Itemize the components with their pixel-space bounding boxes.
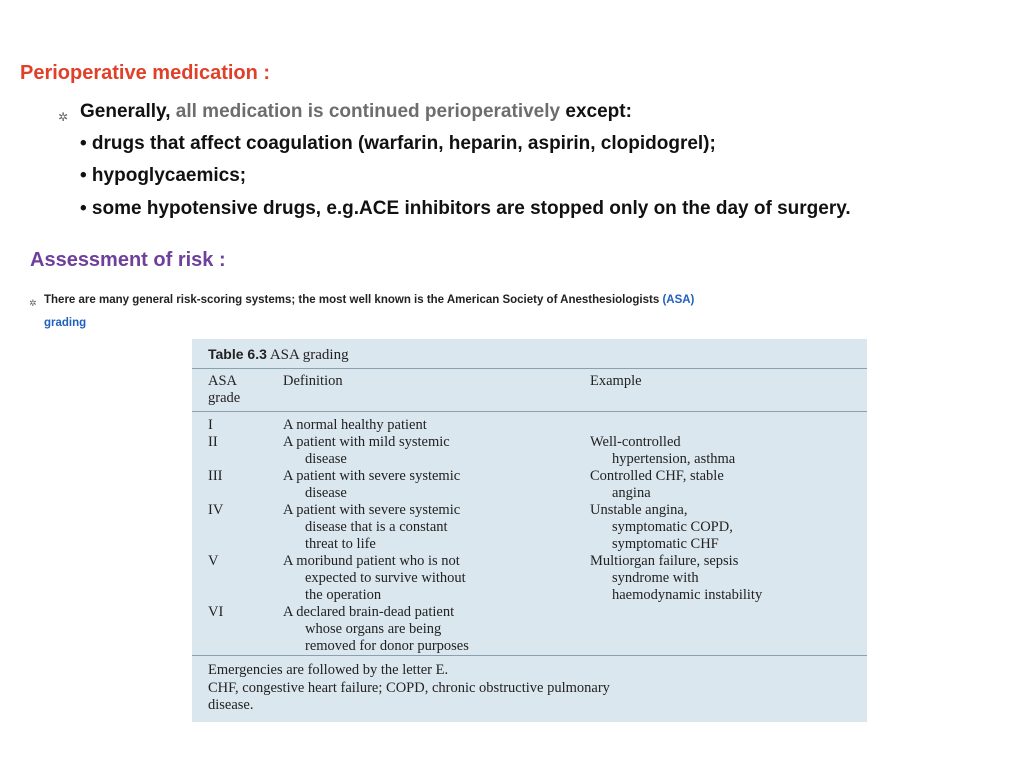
definition-line: A patient with severe systemic [283, 502, 461, 518]
definition-line: A declared brain-dead patient [283, 604, 455, 620]
bullet-icon: ✲ [29, 298, 37, 308]
header-grade [208, 373, 240, 407]
definition-line: the operation [305, 587, 382, 603]
continued-text: all medication is continued perioperatively [175, 101, 561, 122]
table-footnote-abbrev: CHF, congestive heart failure; COPD, chronic obstructive pulmonary [208, 680, 610, 696]
example-line: hypertension, asthma [612, 451, 736, 467]
table-row-grade: II [208, 434, 218, 450]
example-line: Multiorgan failure, sepsis [590, 553, 739, 569]
table-row-definition [283, 417, 427, 434]
header-example: Example [590, 373, 642, 389]
definition-line: disease [305, 485, 347, 501]
table-row-example [590, 553, 762, 604]
example-line: symptomatic CHF [612, 536, 719, 552]
risk-paragraph [44, 294, 694, 306]
table-title: ASA grading [269, 347, 349, 363]
table-rule [192, 655, 867, 656]
table-footnote-abbrev-cont: disease. [208, 697, 254, 713]
grading-text: grading [44, 317, 87, 329]
table-row-example [590, 434, 735, 468]
table-row-grade: V [208, 553, 219, 569]
table-row-definition [283, 468, 460, 502]
definition-line: disease that is a constant [305, 519, 448, 535]
definition-line: disease [305, 451, 347, 467]
table-row-grade: IV [208, 502, 224, 518]
section-title-risk: Assessment of risk : [30, 249, 226, 271]
header-definition: Definition [283, 373, 343, 389]
definition-line: expected to survive without [305, 570, 466, 586]
except-text: except: [565, 101, 632, 122]
definition-line: whose organs are being [305, 621, 442, 637]
definition-line: A patient with mild systemic [283, 434, 450, 450]
definition-line: removed for donor purposes [305, 638, 469, 654]
example-line: Unstable angina, [590, 502, 688, 518]
example-line: Controlled CHF, stable [590, 468, 724, 484]
header-grade-line2: grade [208, 390, 241, 406]
table-row-grade: I [208, 417, 213, 433]
example-line: syndrome with [612, 570, 699, 586]
definition-line: threat to life [305, 536, 376, 552]
generally-line [80, 101, 632, 123]
example-line: haemodynamic instability [612, 587, 763, 603]
risk-text: There are many general risk-scoring systems; the most well known is the American Society of Anesthesiologists [44, 294, 660, 306]
example-line: symptomatic COPD, [612, 519, 733, 535]
definition-line: A moribund patient who is not [283, 553, 460, 569]
table-caption [208, 346, 349, 364]
table-footnote-emergency: Emergencies are followed by the letter E. [208, 662, 449, 678]
asa-text: (ASA) [662, 294, 695, 306]
table-row-definition [283, 604, 469, 655]
table-rule [192, 411, 867, 412]
generally-text: Generally, [80, 101, 171, 122]
table-row-example [590, 468, 724, 502]
exception-item-hypotensive: • some hypotensive drugs, e.g.ACE inhibitors are stopped only on the day of surgery. [80, 198, 851, 219]
table-row-definition [283, 502, 460, 553]
table-rule [192, 368, 867, 369]
section-title-perioperative: Perioperative medication : [20, 62, 271, 84]
table-row-example [590, 502, 733, 553]
table-row-grade: III [208, 468, 223, 484]
definition-line: A normal healthy patient [283, 417, 427, 433]
exception-item-hypoglycaemics: • hypoglycaemics; [80, 165, 247, 186]
example-line: angina [612, 485, 651, 501]
asa-grading-table [192, 339, 867, 722]
bullet-icon: ✲ [58, 110, 69, 124]
table-number: Table 6.3 [208, 346, 267, 362]
definition-line: A patient with severe systemic [283, 468, 461, 484]
table-row-grade: VI [208, 604, 224, 620]
exception-item-coagulation: • drugs that affect coagulation (warfarin, heparin, aspirin, clopidogrel); [80, 133, 716, 154]
table-row-definition [283, 553, 466, 604]
table-row-definition [283, 434, 450, 468]
header-grade-line1: ASA [208, 373, 238, 389]
example-line: Well-controlled [590, 434, 681, 450]
